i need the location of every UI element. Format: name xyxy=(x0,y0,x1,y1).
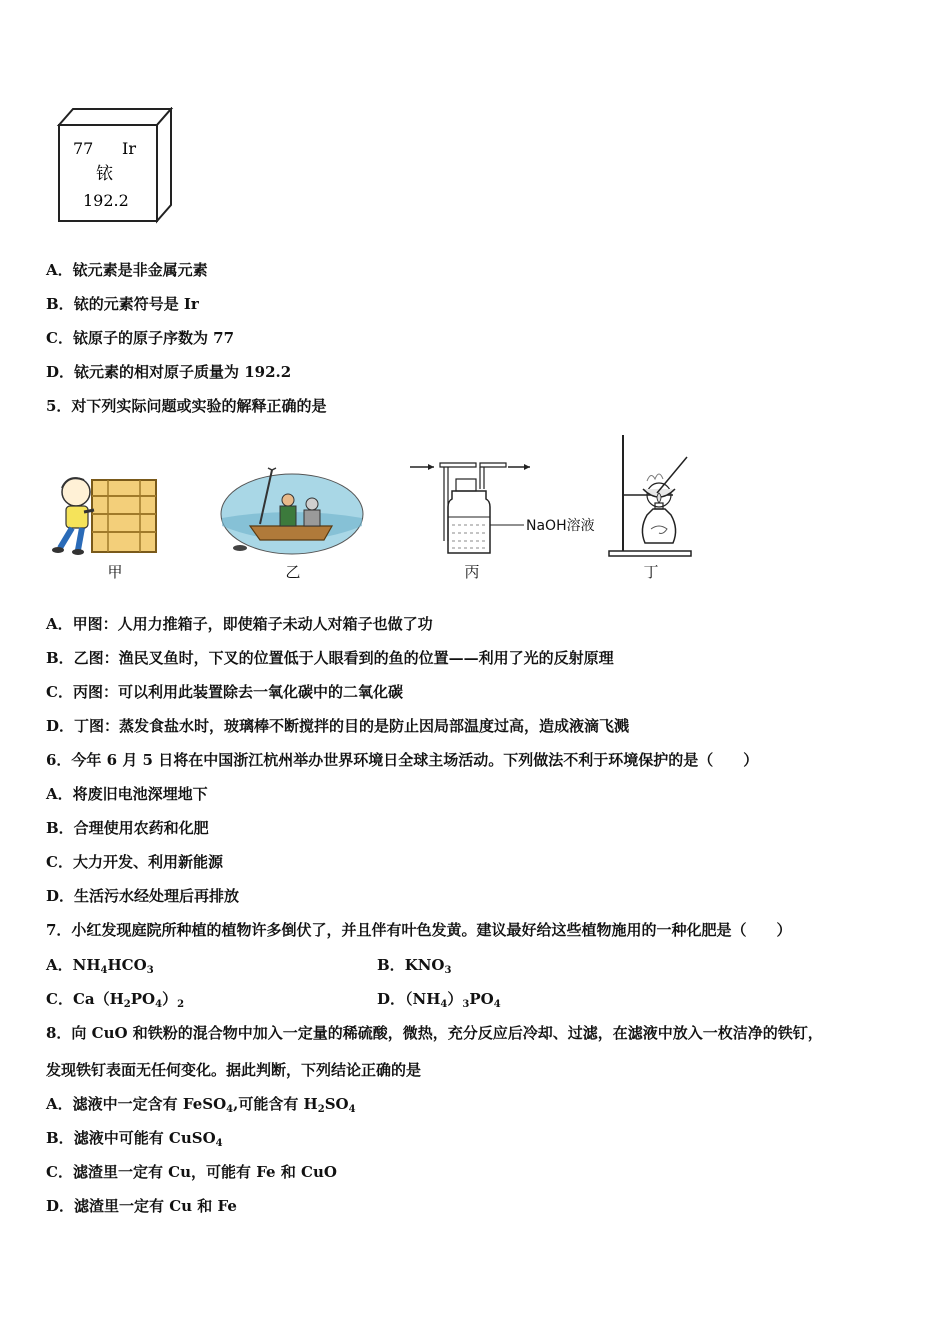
q8-option-c: C．滤渣里一定有 Cu，可能有 Fe 和 CuO xyxy=(46,1163,337,1181)
q5-option-d: D．丁图：蒸发食盐水时，玻璃棒不断搅拌的目的是防止因局部温度过高，造成液滴飞溅 xyxy=(46,717,630,735)
caption-bing: 丙 xyxy=(464,563,480,581)
q6-stem: 6．今年 6 月 5 日将在中国浙江杭州举办世界环境日全球主场活动。下列做法不利于环境保护的是（ ） xyxy=(46,751,759,769)
q8-option-b: B．滤液中可能有 CuSO$_4$ xyxy=(46,1129,223,1149)
q7-option-c: C．$Ca(H_2PO_4)_2$ xyxy=(46,990,185,1010)
q6-option-b: B．合理使用农药和化肥 xyxy=(46,819,209,837)
q7-stem: 7．小红发现庭院所种植的植物许多倒伏了，并且伴有叶色发黄。建议最好给这些植物施用的一种化肥是（ ） xyxy=(46,921,792,939)
element-mass: 192.2 xyxy=(83,191,129,210)
q5-stem: 5．对下列实际问题或实验的解释正确的是 xyxy=(46,397,327,415)
figure-yi-fishing xyxy=(220,466,364,556)
caption-ding: 丁 xyxy=(643,563,659,581)
q4-option-a: A．铱元素是非金属元素 xyxy=(46,261,208,279)
q4-option-d: D．铱元素的相对原子质量为 192.2 xyxy=(46,363,292,381)
q5-option-a: A．甲图：人用力推箱子，即使箱子未动人对箱子也做了功 xyxy=(46,615,433,633)
caption-jia: 甲 xyxy=(107,563,123,581)
q6-option-c: C．大力开发、利用新能源 xyxy=(46,853,223,871)
naoh-solution-label: NaOH溶液 xyxy=(526,518,595,534)
q8-option-a: A．滤液中一定含有 FeSO$_4$,可能含有 $H_2SO_4$ xyxy=(46,1095,356,1115)
q7-option-a: A．$NH_4HCO_3$ xyxy=(46,956,154,976)
q6-option-a: A．将废旧电池深埋地下 xyxy=(46,785,208,803)
q4-option-c: C．铱原子的原子序数为 77 xyxy=(46,329,235,347)
element-number: 77 xyxy=(73,139,94,158)
q5-option-b: B．乙图：渔民叉鱼时，下叉的位置低于人眼看到的鱼的位置——利用了光的反射原理 xyxy=(46,649,614,667)
q6-option-d: D．生活污水经处理后再排放 xyxy=(46,887,240,905)
element-name: 铱 xyxy=(96,164,113,184)
q8-stem-line-1: 8．向 CuO 和铁粉的混合物中加入一定量的稀硫酸，微热，充分反应后冷却、过滤，在滤液中放入一枚洁净的铁钉， xyxy=(46,1024,823,1042)
iridium-element-card xyxy=(55,107,175,225)
q8-option-d: D．滤渣里一定有 Cu 和 Fe xyxy=(46,1197,237,1215)
q4-option-b: B．铱的元素符号是 Ir xyxy=(46,295,199,313)
caption-yi: 乙 xyxy=(285,563,301,581)
q5-option-c: C．丙图：可以利用此装置除去一氧化碳中的二氧化碳 xyxy=(46,683,403,701)
figure-jia-pushing-box xyxy=(48,470,160,558)
q8-stem-line-2: 发现铁钉表面无任何变化。据此判断，下列结论正确的是 xyxy=(46,1061,422,1079)
figure-ding-evaporation xyxy=(603,433,698,558)
figure-bing-gas-washing-bottle xyxy=(408,455,533,558)
element-symbol: Ir xyxy=(122,139,136,158)
q7-option-b: B．$KNO_3$ xyxy=(377,956,452,976)
q7-option-d: D．$(NH_4)_3PO_4$ xyxy=(377,990,501,1010)
